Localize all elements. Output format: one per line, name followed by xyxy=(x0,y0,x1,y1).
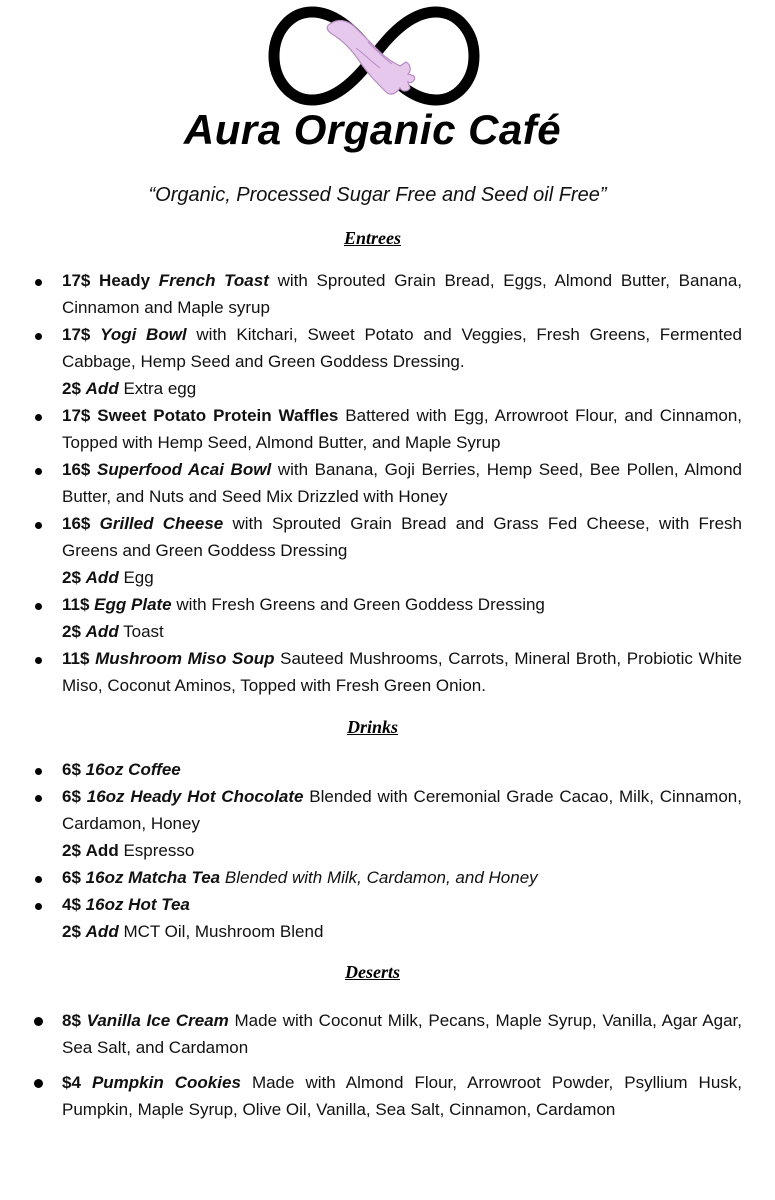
item-description: with Banana, Goji Berries, Hemp Seed, Bee Pollen, Almond Butter, and Nuts and Seed Mix Drizzled with Honey xyxy=(62,460,742,506)
item-addon xyxy=(62,618,742,645)
item-addon xyxy=(62,837,742,864)
item-description: Battered with Egg, Arrowroot Flour, and Cinnamon, Topped with Hemp Seed, Almond Butter, and Maple Syrup xyxy=(62,406,742,452)
addon-text: Toast xyxy=(123,622,164,641)
list-item xyxy=(0,510,775,591)
item-description: with Sprouted Grain Bread, Eggs, Almond Butter, Banana, Cinnamon and Maple syrup xyxy=(62,271,742,317)
tagline: “Organic, Processed Sugar Free and Seed oil Free” xyxy=(148,184,607,206)
list-item xyxy=(0,756,775,783)
item-name: Sweet Potato Protein Waffles xyxy=(97,406,339,425)
item-price: 6$ xyxy=(62,760,81,779)
item-name: Vanilla Ice Cream xyxy=(86,1011,229,1030)
item-description: Made with Almond Flour, Arrowroot Powder, Psyllium Husk, Pumpkin, Maple Syrup, Olive Oil, Vanilla, Sea Salt, Cinnamon, Cardamon xyxy=(62,1073,742,1119)
item-name: 16oz Heady Hot Chocolate xyxy=(86,787,304,806)
bullet-icon xyxy=(35,468,42,475)
bullet-icon xyxy=(35,903,42,910)
addon-label: Add xyxy=(85,568,119,587)
item-description: with Fresh Greens and Green Goddess Dressing xyxy=(176,595,545,614)
bullet-icon xyxy=(35,657,42,664)
addon-price: 2$ xyxy=(62,568,81,587)
item-name: 16oz Matcha Tea xyxy=(85,868,221,887)
item-price: 4$ xyxy=(62,895,81,914)
item-description: Sauteed Mushrooms, Carrots, Mineral Broth, Probiotic White Miso, Coconut Aminos, Topped with Fresh Green Onion. xyxy=(62,649,743,695)
list-item xyxy=(0,1007,775,1061)
entrees-heading: Entrees xyxy=(343,228,401,248)
item-price: 16$ xyxy=(62,460,91,479)
item-name: Mushroom Miso Soup xyxy=(95,649,275,668)
list-item xyxy=(0,267,775,321)
addon-text: Extra egg xyxy=(123,379,197,398)
addon-price: 2$ xyxy=(62,379,81,398)
addon-price: 2$ xyxy=(62,622,81,641)
drinks-list xyxy=(0,756,775,945)
item-name: Grilled Cheese xyxy=(99,514,224,533)
entrees-list xyxy=(0,267,775,699)
addon-label: Add xyxy=(85,379,119,398)
addon-price: 2$ xyxy=(62,841,81,860)
list-item xyxy=(0,402,775,456)
item-price: 17$ Heady xyxy=(62,271,151,290)
bullet-icon xyxy=(35,522,42,529)
list-item xyxy=(0,591,775,645)
item-addon xyxy=(62,918,742,945)
bullet-icon xyxy=(35,795,42,802)
addon-label: Add xyxy=(85,922,119,941)
list-item xyxy=(0,456,775,510)
bullet-icon xyxy=(34,1017,43,1026)
item-price: 11$ xyxy=(62,649,90,668)
infinity-hand-logo-icon xyxy=(268,4,480,108)
addon-text: Espresso xyxy=(123,841,195,860)
list-item xyxy=(0,1069,775,1123)
item-description: with Kitchari, Sweet Potato and Veggies, Fresh Greens, Fermented Cabbage, Hemp Seed and Green Goddess Dressing. xyxy=(62,325,742,371)
item-description: with Sprouted Grain Bread and Grass Fed Cheese, with Fresh Greens and Green Goddess Dressing xyxy=(62,514,742,560)
bullet-icon xyxy=(35,768,42,775)
item-name: 16oz Coffee xyxy=(85,760,181,779)
list-item xyxy=(0,645,775,699)
item-addon xyxy=(62,375,742,402)
bullet-icon xyxy=(35,279,42,286)
item-price: 16$ xyxy=(62,514,91,533)
cafe-title: Aura Organic Café xyxy=(183,106,562,153)
item-price: 17$ xyxy=(62,325,91,344)
bullet-icon xyxy=(35,333,42,340)
item-name: Superfood Acai Bowl xyxy=(97,460,272,479)
bullet-icon xyxy=(35,876,42,883)
item-name: Yogi Bowl xyxy=(100,325,187,344)
item-addon xyxy=(62,564,742,591)
item-description: Blended with Ceremonial Grade Cacao, Milk, Cinnamon, Cardamon, Honey xyxy=(62,787,742,833)
item-name: 16oz Hot Tea xyxy=(85,895,190,914)
addon-price: 2$ xyxy=(62,922,81,941)
addon-label: Add xyxy=(85,841,119,860)
list-item xyxy=(0,864,775,891)
bullet-icon xyxy=(35,414,42,421)
deserts-heading: Deserts xyxy=(345,962,400,982)
drinks-heading: Drinks xyxy=(346,717,399,737)
addon-text: Egg xyxy=(123,568,154,587)
bullet-icon xyxy=(35,603,42,610)
list-item xyxy=(0,783,775,864)
item-name: Pumpkin Cookies xyxy=(91,1073,241,1092)
deserts-list xyxy=(0,1007,775,1123)
addon-label: Add xyxy=(85,622,119,641)
list-item xyxy=(0,891,775,945)
item-description: Made with Coconut Milk, Pecans, Maple Syrup, Vanilla, Agar Agar, Sea Salt, and Cardamon xyxy=(62,1011,742,1057)
item-price: 6$ xyxy=(62,868,81,887)
item-name: Egg Plate xyxy=(94,595,172,614)
item-description: Blended with Milk, Cardamon, and Honey xyxy=(224,868,538,887)
item-price: 8$ xyxy=(62,1011,81,1030)
item-price: $4 xyxy=(62,1073,81,1092)
item-price: 6$ xyxy=(62,787,81,806)
item-name: French Toast xyxy=(158,271,269,290)
item-price: 11$ xyxy=(62,595,90,614)
bullet-icon xyxy=(34,1079,43,1088)
addon-text: MCT Oil, Mushroom Blend xyxy=(123,922,324,941)
item-price: 17$ xyxy=(62,406,91,425)
list-item xyxy=(0,321,775,402)
